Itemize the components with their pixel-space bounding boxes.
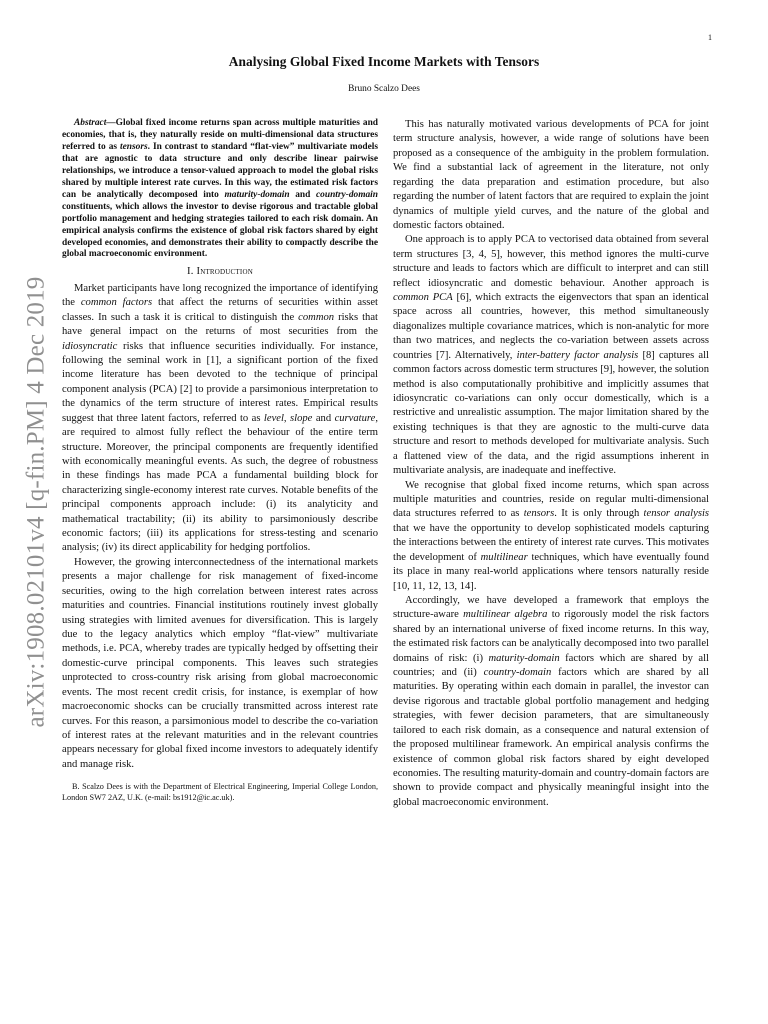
emphasis: country-domain	[316, 189, 378, 200]
section-number: I.	[187, 266, 194, 278]
emphasis: inter-battery factor analysis	[516, 349, 639, 361]
paragraph: We recognise that global fixed income returns, which span across multiple maturities and countries, reside on regular multi-dimensional data structures referred to as tensors. It is only through tensor analysis that we have the opportunity to develop sophisticated models capturing the interactions between the entirety of interest rate curves. This motivates the development of multilinear techniques, which have eventually found its place in many real-world applications where tensors naturally reside [10, 11, 12, 13, 14].	[393, 479, 710, 592]
emphasis: multilinear algebra	[463, 609, 548, 621]
section-title: Introduction	[196, 266, 253, 278]
paragraph: Accordingly, we have developed a framework that employs the structure-aware multilinear algebra to rigorously model the risk factors shared by an international universe of fixed income returns. In this way, the estimated risk factors can be analytically decomposed into two parallel domains of risk: (i) maturity-domain factors which are shared by all countries; and (ii) country-domain factors which are shared by all maturities. By operating within each domain in parallel, the investor can devise rigorous and tractable global portfolio management and hedging strategies, with fewer decision parameters, that are simultaneously tailored to each risk domain, as a consequence and natural extension of the proposed multilinear framework. An empirical analysis confirms the existence of common global risk factors shared by eight developed economies. The resulting maturity-domain and country-domain factors are shown to provide compact and physically meaningful insight into the global macroeconomic environment.	[393, 594, 709, 808]
emphasis: tensor analysis	[643, 508, 710, 520]
left-column	[62, 118, 378, 803]
paragraph: This has naturally motivated various developments of PCA for joint term structure analysis, however, a wide range of solutions have been proposed as a consequence of the ambiguity in the problem formulation. We find a substantial lack of agreement in the literature, not only regarding the data preparation and estimation procedure, but also regarding the number of latent factors that are required to explain the joint dynamics of multiple yield curves, and the nature of the global and domestic factors obtained.	[393, 119, 709, 231]
paper-author: Bruno Scalzo Dees	[348, 84, 420, 94]
emphasis: common factors	[80, 297, 153, 309]
emphasis: tensors	[120, 141, 148, 152]
emphasis: slope	[290, 412, 313, 424]
paragraph: One approach is to apply PCA to vectorised data obtained from several term structures [3, 4, 5], however, this method ignores the multi-curve structure and leads to factors which are difficult to interpret and can still reflect idiosyncratic and domestic behaviour. Another approach is common PCA [6], which extracts the eigenvectors that span an identical space across all countries, however, this method simultaneously diagonalizes multiple covariance matrices, which is non-analytic for more than two matrices, and neglects the co-variation between assets across countries [7]. Alternatively, inter-battery factor analysis [8] captures all common factors across domestic term structures [9], however, the solution method is also computationally prohibitive and implicitly assumes that idiosyncratic co-variations can only occur domestically, which is a restrictive and unrealistic assumption. The major limitation shared by the existing techniques is that they are agnostic to the multi-curve data structure and resort to methods developed for multivariate analysis. Such a flattened view of the data, and the rigid assumptions inherent in multivariate analysis, are inadequate and ineffective.	[393, 234, 709, 477]
emphasis: curvature	[334, 412, 376, 424]
page-number: 1	[708, 33, 712, 42]
arxiv-identifier	[6, 262, 66, 742]
emphasis: maturity-domain	[224, 189, 290, 200]
abstract-label: Abstract	[74, 118, 107, 128]
emphasis: tensors	[523, 508, 555, 520]
emphasis: common PCA	[393, 292, 453, 304]
abstract	[62, 118, 378, 261]
emphasis: maturity-domain	[488, 652, 560, 664]
affiliation-footnote: B. Scalzo Dees is with the Department of Electrical Engineering, Imperial College London, London SW7 2AZ, U.K. (e-mail: bs1912@ic.ac.uk).	[62, 782, 378, 802]
emphasis: multilinear	[480, 551, 528, 563]
paragraph: Market participants have long recognized the importance of identifying the common factors that affect the returns of securities within asset classes. In such a task it is critical to distinguish the common risks that have general impact on the returns of most securities from the idiosyncratic risks that influence securities individually. For instance, following the seminal work in [1], a significant portion of the fixed income literature has been devoted to the technique of principal component analysis (PCA) [2] to provide a parsimonious interpretation to the dynamics of the term structure of interest rates. Empirical results suggest that three latent factors, referred to as level, slope and curvature, are required to almost fully reflect the behaviour of the entire term structure. Moreover, the principal components are frequently identified with economically meaningful events. As such, the degree of robustness in these findings has made PCA a fundamental building block for characterizing single-economy interest rate curves. Notable benefits of the principal components approach include: (i) its analyticity and mathematical tractability; (ii) its ability to parsimoniously describe economic factors; (iii) its applications for stress-testing and scenario analysis; (iv) its direct applicability for hedging portfolios.	[62, 282, 379, 554]
emphasis: idiosyncratic	[62, 340, 118, 352]
section-heading-introduction	[62, 265, 378, 279]
emphasis: common	[298, 311, 335, 323]
abstract-text: —Global fixed income returns span across multiple maturities and economies, that is, they naturally reside on multi-dimensional data structures referred to as tensors. In contrast to standard “flat-view” multivariate models that are agnostic to data structure and only describe linear pairwise relationships, we introduce a tensor-valued approach to model the global risks shared by multiple interest rate curves. In this way, the estimated risk factors can be analytically decomposed into maturity-domain and country-domain constituents, which allows the investor to devise rigorous and tractable global portfolio management and hedging strategies tailored to each risk domain. An empirical analysis confirms the existence of global risk factors shared by eight developed economies, and demonstrates their ability to compactly describe the global macroeconomic environment.	[62, 118, 379, 260]
paper-title: Analysing Global Fixed Income Markets with Tensors	[228, 54, 540, 69]
arxiv-identifier-text: arXiv:1908.02101v4 [q-fin.PM] 4 Dec 2019	[22, 276, 49, 728]
right-column	[393, 118, 709, 810]
emphasis: level	[263, 412, 284, 424]
paragraph: However, the growing interconnectedness of the international markets presents a major challenge for risk management of fixed-income securities, owing to the high correlation between interest rates across maturities and countries. Financial institutions routinely invest globally using strategies with limited avenues for diversification. This is largely due to the legacy analytics which employ “flat-view” multivariate methods, i.e. PCA, whereby trades are typically hedged by offsetting their domestic-curve principal components. This leaves such strategies unprotected to cross-country risk arising from global macroeconomic events. The most recent credit crisis, for instance, is exemplar of how macroeconomic shocks can be crucially transmitted across interest rate curves. For this reason, a parsimonious model to describe the co-variation of interest rates at the relevant maturities and in the relevant countries appears necessary for global fixed income investors to adequately identify and manage risk.	[62, 556, 378, 770]
emphasis: country-domain	[483, 667, 552, 679]
